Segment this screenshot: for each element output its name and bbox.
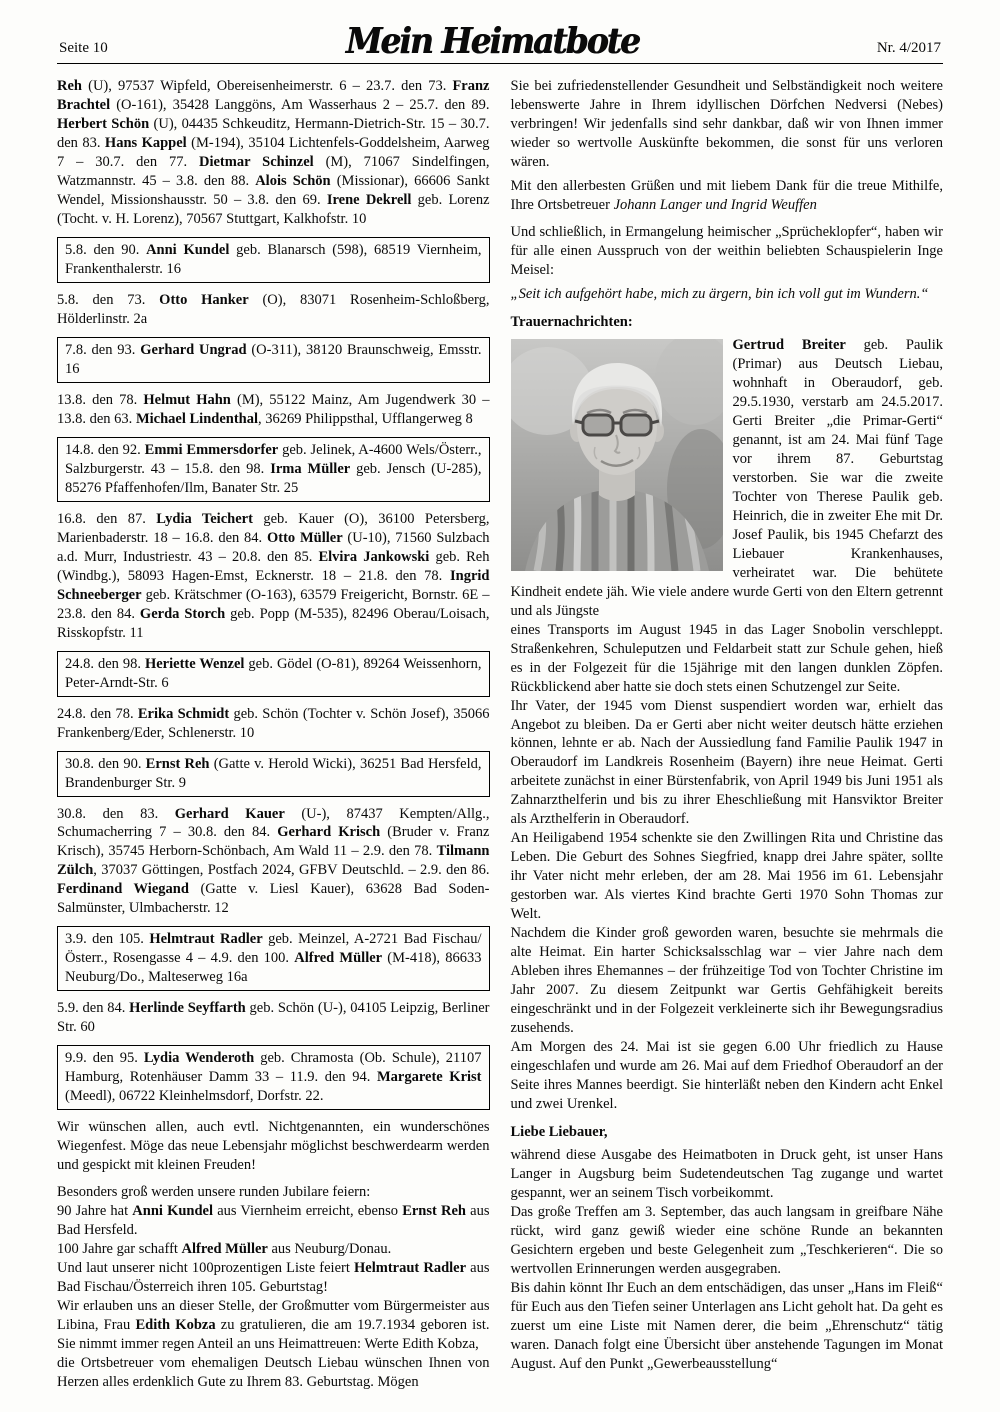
quote-paragraph: „Seit ich aufgehört habe, mich zu ärgern, bin ich voll gut im Wundern.“ [510, 285, 929, 302]
paragraph: Am Morgen des 24. Mai ist sie gegen 6.00 Uhr friedlich zu Hause eingeschlafen und wurde am 26. Mai auf dem Friedhof Oberaudorf an der Seite ihres Mannes beerdigt. Sie hinterläßt neben den Kindern acht Enkel und zwei Urenkel. [510, 1039, 943, 1113]
section-heading: Liebe Liebauer, [510, 1124, 608, 1141]
paragraph: Besonders groß werden unsere runden Jubilare feiern: [57, 1184, 371, 1201]
obituary-lead-paragraph: Gertrud Breiter geb. Paulik (Primar) aus Deutsch Liebau, wohnhaft in Oberaudorf, geb. 29.5.1930, verstarb am 24.5.2017. Gerti Breiter „die Primar-Gerti“ genannt, ist am 24. Mai fünf Tage vor ihrem 87. Geburtstag verstorben. Sie war die zweite Tochter von Therese Paulik geb. Heinrich, die in zweiter Ehe mit Dr. Josef Paulik, bis 1945 Chefarzt des Liebauer Krankenhauses, verheiratet war. Die behütete Kindheit endete jäh. Wie viele andere wurde Gerti von den Eltern getrennt und als Jüngste [511, 336, 944, 621]
page-number: Seite 10 [59, 40, 108, 56]
portrait-photo [511, 339, 723, 571]
paragraph: An Heiligabend 1954 schenkte sie den Zwillingen Rita und Christine das Leben. Die Geburt des Sohnes Siegfried, knapp drei Jahre später, sollte ihr Vater nicht mehr erleben, der am 28. Mai 1956 im 61. Lebensjahr gestorben war. Als viertes Kind brachte Gerti 1970 Sohn Thomas zur Welt. [510, 830, 943, 923]
paragraph: 13.8. den 78. Helmut Hahn (M), 55122 Mainz, Am Jugendwerk 30 – 13.8. den 63. Michael Lindenthal, 36269 Philippsthal, Ufflangerweg 8 [57, 391, 490, 427]
section-heading: Trauernachrichten: [510, 313, 633, 330]
paragraph: Nachdem die Kinder groß geworden waren, besuchte sie mehrmals die alte Heimat. Ein harter Schicksalsschlag war – vier Jahre nach dem Ableben ihres Ehemannes – der frühzeitige Tod von Tochter Christine im Jahr 2007. Zu diesem Zeitpunkt war Gertis Gehfähigkeit bereits eingeschränkt und in der Folgezeit verkleinerte sich ihr Bewegungsradius zusehends. [510, 925, 943, 1037]
boxed-birthday-entry: 30.8. den 90. Ernst Reh (Gatte v. Herold Wicki), 36251 Bad Hersfeld, Brandenburger Str. 9 [57, 751, 490, 797]
paragraph: eines Transports im August 1945 in das Lager Snobolin verschleppt. Straßenkehren, Schuleputzen und Feldarbeit statt zur Schule gehen, hieß es in der Folgezeit für die 15jährige mit den langen dunklen Zöpfen. Rückblickend aber hatte sie doch stets einen Schutzengel zur Seite. [510, 621, 943, 695]
boxed-birthday-entry: 5.8. den 90. Anni Kundel geb. Blanarsch (598), 68519 Viernheim, Frankenthalerstr. 16 [57, 237, 490, 283]
paragraph: Wir wünschen allen, auch evtl. Nichtgenannten, ein wunderschönes Wiegenfest. Möge das neue Lebensjahr möglichst beschwerdearm werden und gespickt mit kleinen Freuden! [57, 1119, 490, 1174]
issue-number: Nr. 4/2017 [876, 40, 941, 56]
paragraph: während diese Ausgabe des Heimatboten in Druck geht, ist unser Hans Langer in Augsburg beim Sudetendeutschen Tag zugange und wartet gespannt, wer an seinem Tisch vorbeikommt. [510, 1147, 943, 1202]
boxed-birthday-entry: 3.9. den 105. Helmtraut Radler geb. Meinzel, A-2721 Bad Fischau/Österr., Rosengasse 4 – 4.9. den 100. Alfred Müller (M-418), 86633 Neuburg/Do., Malteserweg 16a [57, 926, 490, 991]
header-rule [57, 63, 943, 64]
paragraph: Wir erlauben uns an dieser Stelle, der Großmutter vom Bürgermeister aus Libina, Frau Edith Kobza zu gratulieren, die am 19.7.1934 geboren ist. Sie nimmt immer regen Anteil an uns Heimattreuen: Werte Edith Kobza, [57, 1298, 490, 1353]
paragraph: 5.8. den 73. Otto Hanker (O), 83071 Rosenheim-Schloßberg, Hölderlinstr. 2a [57, 291, 490, 327]
paragraph: 5.9. den 84. Herlinde Seyffarth geb. Schön (U-), 04105 Leipzig, Berliner Str. 60 [57, 1000, 490, 1036]
paragraph: Ihr Vater, der 1945 vom Dienst suspendiert worden war, erhielt das Angebot zu bleiben. Da er Gerti aber nicht weiter deutsch hätte erziehen können, lehnte er ab. Nach der Aussiedlung fand Familie Paulik 1947 in Oberaudorf im Landkreis Rosenheim (Bayern) ihre neue Heimat. Gerti arbeitete zunächst in einer Bürstenfabrik, von April 1949 bis Juni 1951 als Zahnarzthelferin und bis zu ihrer Eheschließung mit Hansviktor Breiter als Arzthelferin in Oberaudorf. [510, 697, 943, 828]
paragraph: Mit den allerbesten Grüßen und mit liebem Dank für die treue Mithilfe, Ihre Ortsbetreuer Johann Langer und Ingrid Weuffen [510, 177, 943, 213]
paragraph: 24.8. den 78. Erika Schmidt geb. Schön (Tochter v. Schön Josef), 35066 Frankenberg/Eder, Schlenerstr. 10 [57, 705, 490, 741]
paragraph: Das große Treffen am 3. September, das auch langsam in greifbare Nähe rückt, wird ganz gewiß wieder eine schöne Runde an bekannten Gesichtern ergeben und beste Gelegenheit zum „Teschkerieren“. Die so wertvollen Erinnerungen werden ausgegraben. [510, 1204, 943, 1278]
masthead-logo: Mein Heimatbote [345, 19, 639, 62]
boxed-birthday-entry: 7.8. den 93. Gerhard Ungrad (O-311), 38120 Braunschweig, Emsstr. 16 [57, 337, 490, 383]
paragraph: Und schließlich, in Ermangelung heimischer „Sprücheklopfer“, haben wir für alle einen Ausspruch von der weithin beliebten Schauspielerin Inge Meisel: [510, 223, 943, 278]
paragraph: Sie bei zufriedenstellender Gesundheit und Selbständigkeit noch weitere lebenswerte Jahre in Ihrem idyllischen Dörfchen Nedversi (Nebes) verbringen! Wir jedenfalls sind sehr dankbar, daß wir von Ihnen immer wieder so wertvolle Auskünfte bekommen, die sonst für uns verloren wären. [510, 78, 943, 170]
paragraph: 100 Jahre gar schafft Alfred Müller aus Neuburg/Donau. [57, 1241, 392, 1258]
boxed-birthday-entry: 24.8. den 98. Heriette Wenzel geb. Gödel (O-81), 89264 Weissenhorn, Peter-Arndt-Str. 6 [57, 651, 490, 697]
paragraph: Und laut unserer nicht 100prozentigen Liste feiert Helmtraut Radler aus Bad Fischau/Österreich ihren 105. Geburtstag! [57, 1260, 490, 1296]
paragraph: Reh (U), 97537 Wipfeld, Obereisenheimerstr. 6 – 23.7. den 73. Franz Brachtel (O-161), 35428 Langgöns, Am Wasserhaus 2 – 25.7. den 89. Herbert Schön (U), 04435 Schkeuditz, Hermann-Dietrich-Str. 15 – 30.7. den 83. Hans Kappel (M-194), 35104 Lichtenfels-Goddelsheim, Aarweg 7 – 30.7. den 77. Dietmar Schinzel (M), 71067 Sindelfingen, Watzmannstr. 45 – 3.8. den 88. Alois Schön (Missionar), 66606 Sankt Wendel, Missionshausstr. 50 – 3.8. den 69. Irene Dekrell geb. Lorenz (Tocht. v. H. Lorenz), 70567 Stuttgart, Kalkhofstr. 10 [57, 78, 490, 227]
paragraph: die Ortsbetreuer vom ehemaligen Deutsch Liebau wünschen Ihnen von Herzen alles erdenklich Gute zu Ihrem 83. Geburtstag. Mögen [57, 1355, 490, 1391]
page-body [57, 77, 943, 1392]
paragraph: Bis dahin könnt Ihr Euch an dem entschädigen, das unser „Hans im Fleiß“ für Euch aus den Tiefen seiner Unterlagen ans Licht geholt hat. Da geht es zuerst um eine Liste mit Namen derer, die beim „Ehrenschutz“ tätig waren. Danach folgt eine Übersicht über anstehende Tagungen im Monat August. Auf den Punkt „Gewerbeausstellung“ [510, 1280, 943, 1372]
boxed-birthday-entry: 9.9. den 95. Lydia Wenderoth geb. Chramosta (Ob. Schule), 21107 Hamburg, Rotenhäuser Damm 33 – 11.9. den 94. Margarete Krist (Meedl), 06722 Kleinhelmsdorf, Dorfstr. 22. [57, 1045, 490, 1110]
paragraph: 30.8. den 83. Gerhard Kauer (U-), 87437 Kempten/Allg., Schumacherring 7 – 30.8. den 84. Gerhard Krisch (Bruder v. Franz Krisch), 35745 Herborn-Schönbach, Am Wald 11 – 2.9. den 78. Tilmann Zülch, 37037 Göttingen, Postfach 2024, GFBV Deutschld. – 2.9. den 86. Ferdinand Wiegand (Gatte v. Liesl Kauer), 63628 Bad Soden-Salmünster, Ulmbacherstr. 12 [57, 805, 490, 917]
page-header [57, 19, 943, 63]
right-column [511, 77, 944, 1392]
paragraph: 16.8. den 87. Lydia Teichert geb. Kauer (O), 36100 Petersberg, Marienbaderstr. 18 – 16.8. den 84. Otto Müller (U-10), 71560 Sulzbach a.d. Murr, Industriestr. 43 – 20.8. den 85. Elvira Jankowski geb. Reh (Windbg.), 58093 Hagen-Emst, Ecknerstr. 18 – 21.8. den 78. Ingrid Schneeberger geb. Krätschmer (O-163), 63579 Freigericht, Bornstr. 6E – 23.8. den 84. Gerda Storch geb. Popp (M-535), 82496 Oberau/Loisach, Risskopfstr. 11 [57, 510, 490, 641]
paragraph: 90 Jahre hat Anni Kundel aus Viernheim erreicht, ebenso Ernst Reh aus Bad Hersfeld. [57, 1203, 490, 1239]
left-column [57, 77, 490, 1392]
boxed-birthday-entry: 14.8. den 92. Emmi Emmersdorfer geb. Jelinek, A-4600 Wels/Österr., Salzburgerstr. 43 – 15.8. den 98. Irma Müller geb. Jensch (U-285), 85276 Pfaffenhofen/Ilm, Banater Str. 25 [57, 437, 490, 502]
